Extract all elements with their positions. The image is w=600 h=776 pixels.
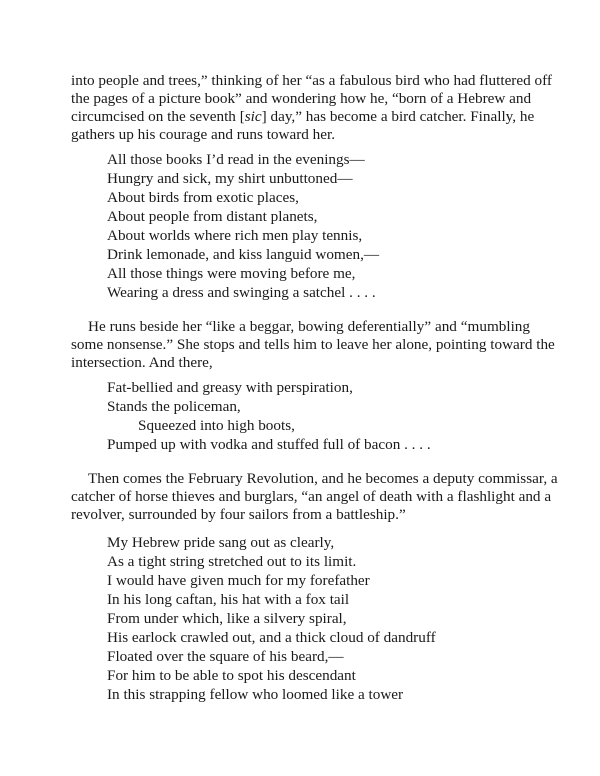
verse-line: For him to be able to spot his descendant	[107, 667, 356, 684]
verse-line: Floated over the square of his beard,—	[107, 648, 344, 665]
verse-line: Fat-bellied and greasy with perspiration,	[107, 379, 353, 396]
verse-line: Pumped up with vodka and stuffed full of bacon . . . .	[107, 436, 431, 453]
verse-line: As a tight string stretched out to its limit.	[107, 553, 357, 570]
paragraph-3	[71, 470, 558, 524]
paragraph-line: gathers up his courage and runs toward her.	[71, 126, 336, 143]
verse-line: Drink lemonade, and kiss languid women,—	[107, 246, 380, 263]
paragraph-line: revolver, surrounded by four sailors from a battleship.”	[71, 506, 406, 523]
verse-line: Wearing a dress and swinging a satchel . . . .	[107, 284, 376, 301]
verse-line: All those things were moving before me,	[107, 265, 356, 282]
verse-line: His earlock crawled out, and a thick cloud of dandruff	[107, 629, 436, 646]
paragraph-line: some nonsense.” She stops and tells him to leave her alone, pointing toward the	[71, 336, 555, 353]
verse-line: In his long caftan, his hat with a fox tail	[107, 591, 350, 608]
verse-line: About worlds where rich men play tennis,	[107, 227, 363, 244]
verse-1	[107, 150, 379, 302]
verse-line: About people from distant planets,	[107, 208, 318, 225]
verse-line: In this strapping fellow who loomed like a tower	[107, 686, 404, 703]
paragraph-line: Then comes the February Revolution, and he becomes a deputy commissar, a	[88, 470, 558, 487]
paragraph-line: into people and trees,” thinking of her “as a fabulous bird who had fluttered off	[71, 72, 552, 89]
verse-line: I would have given much for my forefather	[107, 572, 370, 589]
paragraph-1	[71, 72, 552, 144]
verse-line: About birds from exotic places,	[107, 189, 299, 206]
paragraph-line: the pages of a picture book” and wondering how he, “born of a Hebrew and	[71, 90, 532, 107]
paragraph-line: He runs beside her “like a beggar, bowing deferentially” and “mumbling	[88, 318, 530, 335]
verse-line: Squeezed into high boots,	[138, 417, 295, 434]
verse-line: All those books I’d read in the evenings—	[107, 151, 365, 168]
verse-line: From under which, like a silvery spiral,	[107, 610, 347, 627]
paragraph-line: catcher of horse thieves and burglars, “an angel of death with a flashlight and a	[71, 488, 552, 505]
sic-emphasis: sic	[244, 108, 262, 125]
paragraph-2	[71, 318, 555, 372]
verse-line: Hungry and sick, my shirt unbuttoned—	[107, 170, 353, 187]
verse-3	[107, 533, 436, 704]
paragraph-line: intersection. And there,	[71, 354, 213, 371]
verse-line: Stands the policeman,	[107, 398, 241, 415]
verse-2	[107, 378, 431, 454]
verse-line: My Hebrew pride sang out as clearly,	[107, 534, 335, 551]
paragraph-line: circumcised on the seventh [sic] day,” has become a bird catcher. Finally, he	[71, 108, 535, 125]
